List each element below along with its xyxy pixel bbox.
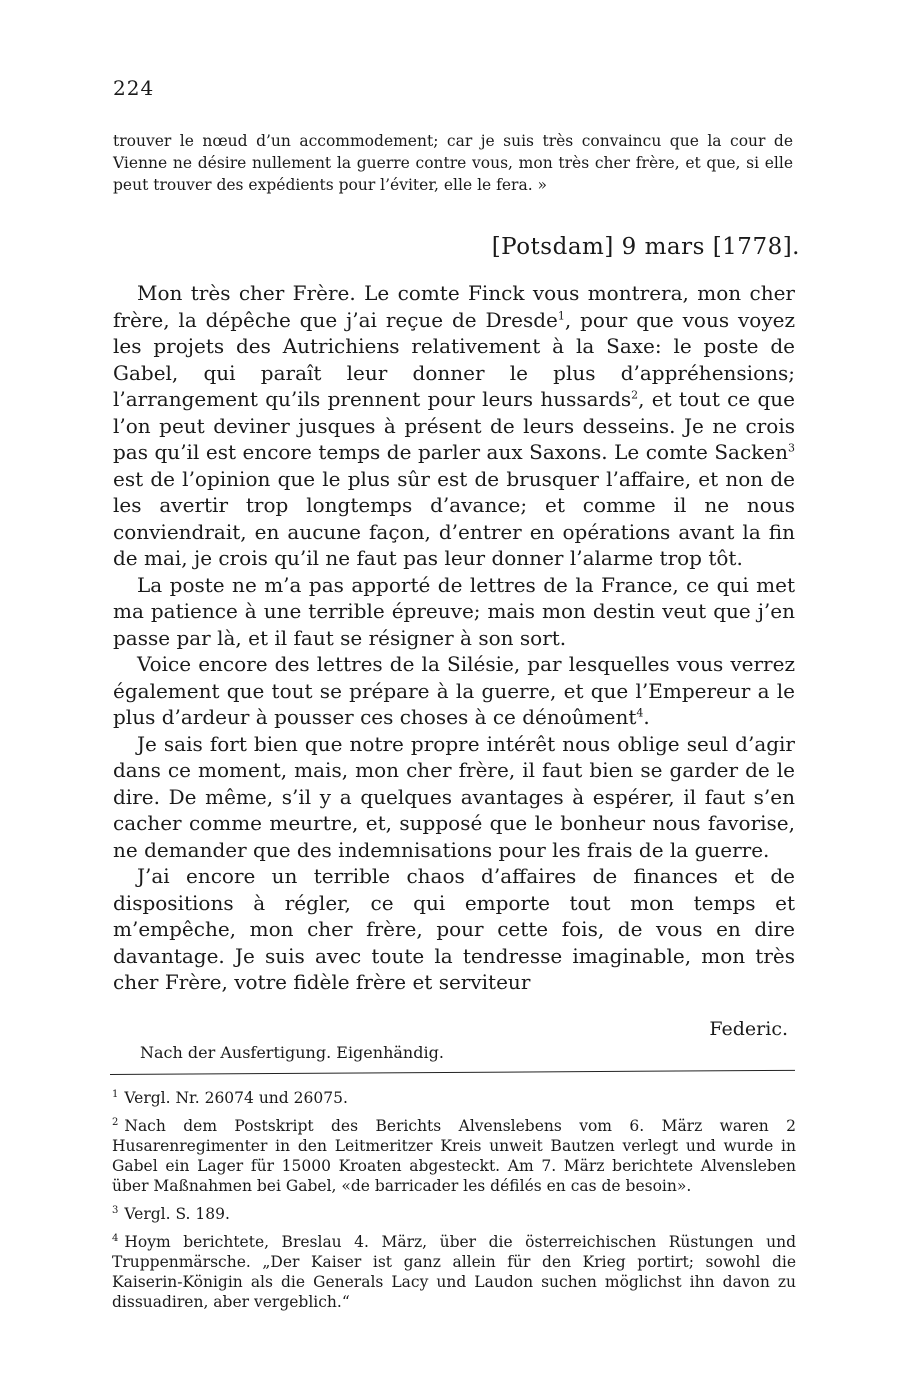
letter-paragraph-1: [113, 280, 795, 572]
footnotes: [112, 1088, 796, 1320]
footnote-ref-3: 3: [788, 441, 795, 455]
footnote-mark: 1: [112, 1088, 119, 1100]
footnote-text: Hoym berichtete, Breslau 4. März, über die österreichischen Rüstungen und Truppenmärsche. „Der Kaiser ist ganz allein für den Krieg portirt; sowohl die Kaiserin-Königin als die Generals Lacy und Laudon suchen möglichst ihn davon zu dissuadiren, aber vergeblich.“: [112, 1233, 796, 1311]
footnote-text: Vergl. Nr. 26074 und 26075.: [124, 1089, 348, 1107]
footnote-2: [112, 1116, 796, 1196]
footnote-4: [112, 1232, 796, 1312]
signature: Federic.: [709, 1018, 788, 1040]
letter-paragraph-5: J’ai encore un terrible chaos d’affaires de finances et de dispositions à régler, ce qui emporte tout mon temps et m’empêche, mon cher frère, pour cette fois, de vous en dire davantage. Je suis avec toute la tendresse imaginable, mon très cher Frère, votre fidèle frère et serviteur: [113, 864, 795, 994]
letter-text: Mon très cher Frère. Le comte Finck vous montrera, mon cher frère, la dépêche que j’ai reçue de Dresde: [113, 281, 795, 332]
source-note: Nach der Ausfertigung. Eigenhändig.: [140, 1043, 444, 1062]
footnote-3: [112, 1204, 796, 1224]
footnote-ref-4: 4: [636, 706, 644, 720]
letter-text: est de l’opinion que le plus sûr est de brusquer l’affaire, et non de les avertir trop longtemps d’avance; et comme il ne nous conviendrait, en aucune façon, d’entrer en opérations avant la fin de mai, je crois qu’il ne faut pas leur donner l’alarme trop tôt.: [113, 466, 795, 570]
letter-text: Voice encore des lettres de la Silésie, par lesquelles vous verrez également que tout se prépare à la guerre, et que l’Empereur a le plus d’ardeur à pousser ces choses à ce dénoûment: [113, 652, 795, 729]
footnote-mark: 2: [112, 1116, 119, 1128]
footnote-text: Nach dem Postskript des Berichts Alvenslebens vom 6. März waren 2 Husarenregimenter in den Leitmeritzer Kreis unweit Bautzen verlegt und wurde in Gabel ein Lager für 15000 Kroaten abgesteckt. Am 7. März berichtete Alvensleben über Maßnahmen bei Gabel, «de barricader les défilés en cas de besoin».: [112, 1117, 796, 1195]
letter-paragraph-2: La poste ne m’a pas apporté de lettres de la France, ce qui met ma patience à une terrible épreuve; mais mon destin veut que j’en passe par là, et il faut se résigner à son sort.: [113, 572, 795, 650]
footnote-1: [112, 1088, 796, 1108]
footnote-text: Vergl. S. 189.: [124, 1205, 230, 1223]
letter-text: .: [643, 705, 650, 729]
footnote-divider: [110, 1070, 795, 1075]
page-number: 224: [113, 76, 155, 100]
footnote-ref-1: 1: [557, 308, 565, 322]
footnote-mark: 3: [112, 1204, 119, 1216]
footnote-mark: 4: [112, 1232, 119, 1244]
letter-body: [113, 280, 795, 996]
intro-paragraph: trouver le nœud d’un accommodement; car je suis très convaincu que la cour de Vienne ne désire nullement la guerre contre vous, mon très cher frère, et que, si elle peut trouver des expédients pour l’éviter, elle le fera. »: [113, 132, 793, 194]
letter-paragraph-3: [113, 651, 795, 731]
letter-paragraph-4: Je sais fort bien que notre propre intérêt nous oblige seul d’agir dans ce moment, mais, mon cher frère, il faut bien se garder de le dire. De même, s’il y a quelques avantages à espérer, il faut s’en cacher comme meurtre, et, supposé que le bonheur nous favorise, ne demander que des indemnisations pour les frais de la guerre.: [113, 731, 795, 862]
letter-text: , et tout ce que l’on peut deviner jusques à présent de leurs desseins. Je ne crois pas qu’il est encore temps de parler aux Saxons. Le comte Sacken: [113, 387, 795, 464]
footnote-ref-2: 2: [631, 388, 639, 402]
letter-text: , pour que vous voyez les projets des Autrichiens relativement à la Saxe: le poste de Gabel, qui paraît leur donner le plus d’appréhensions; l’arrangement qu’ils prennent pour leurs hussards: [113, 307, 795, 411]
letter-dateline: [Potsdam] 9 mars [1778].: [491, 234, 800, 260]
